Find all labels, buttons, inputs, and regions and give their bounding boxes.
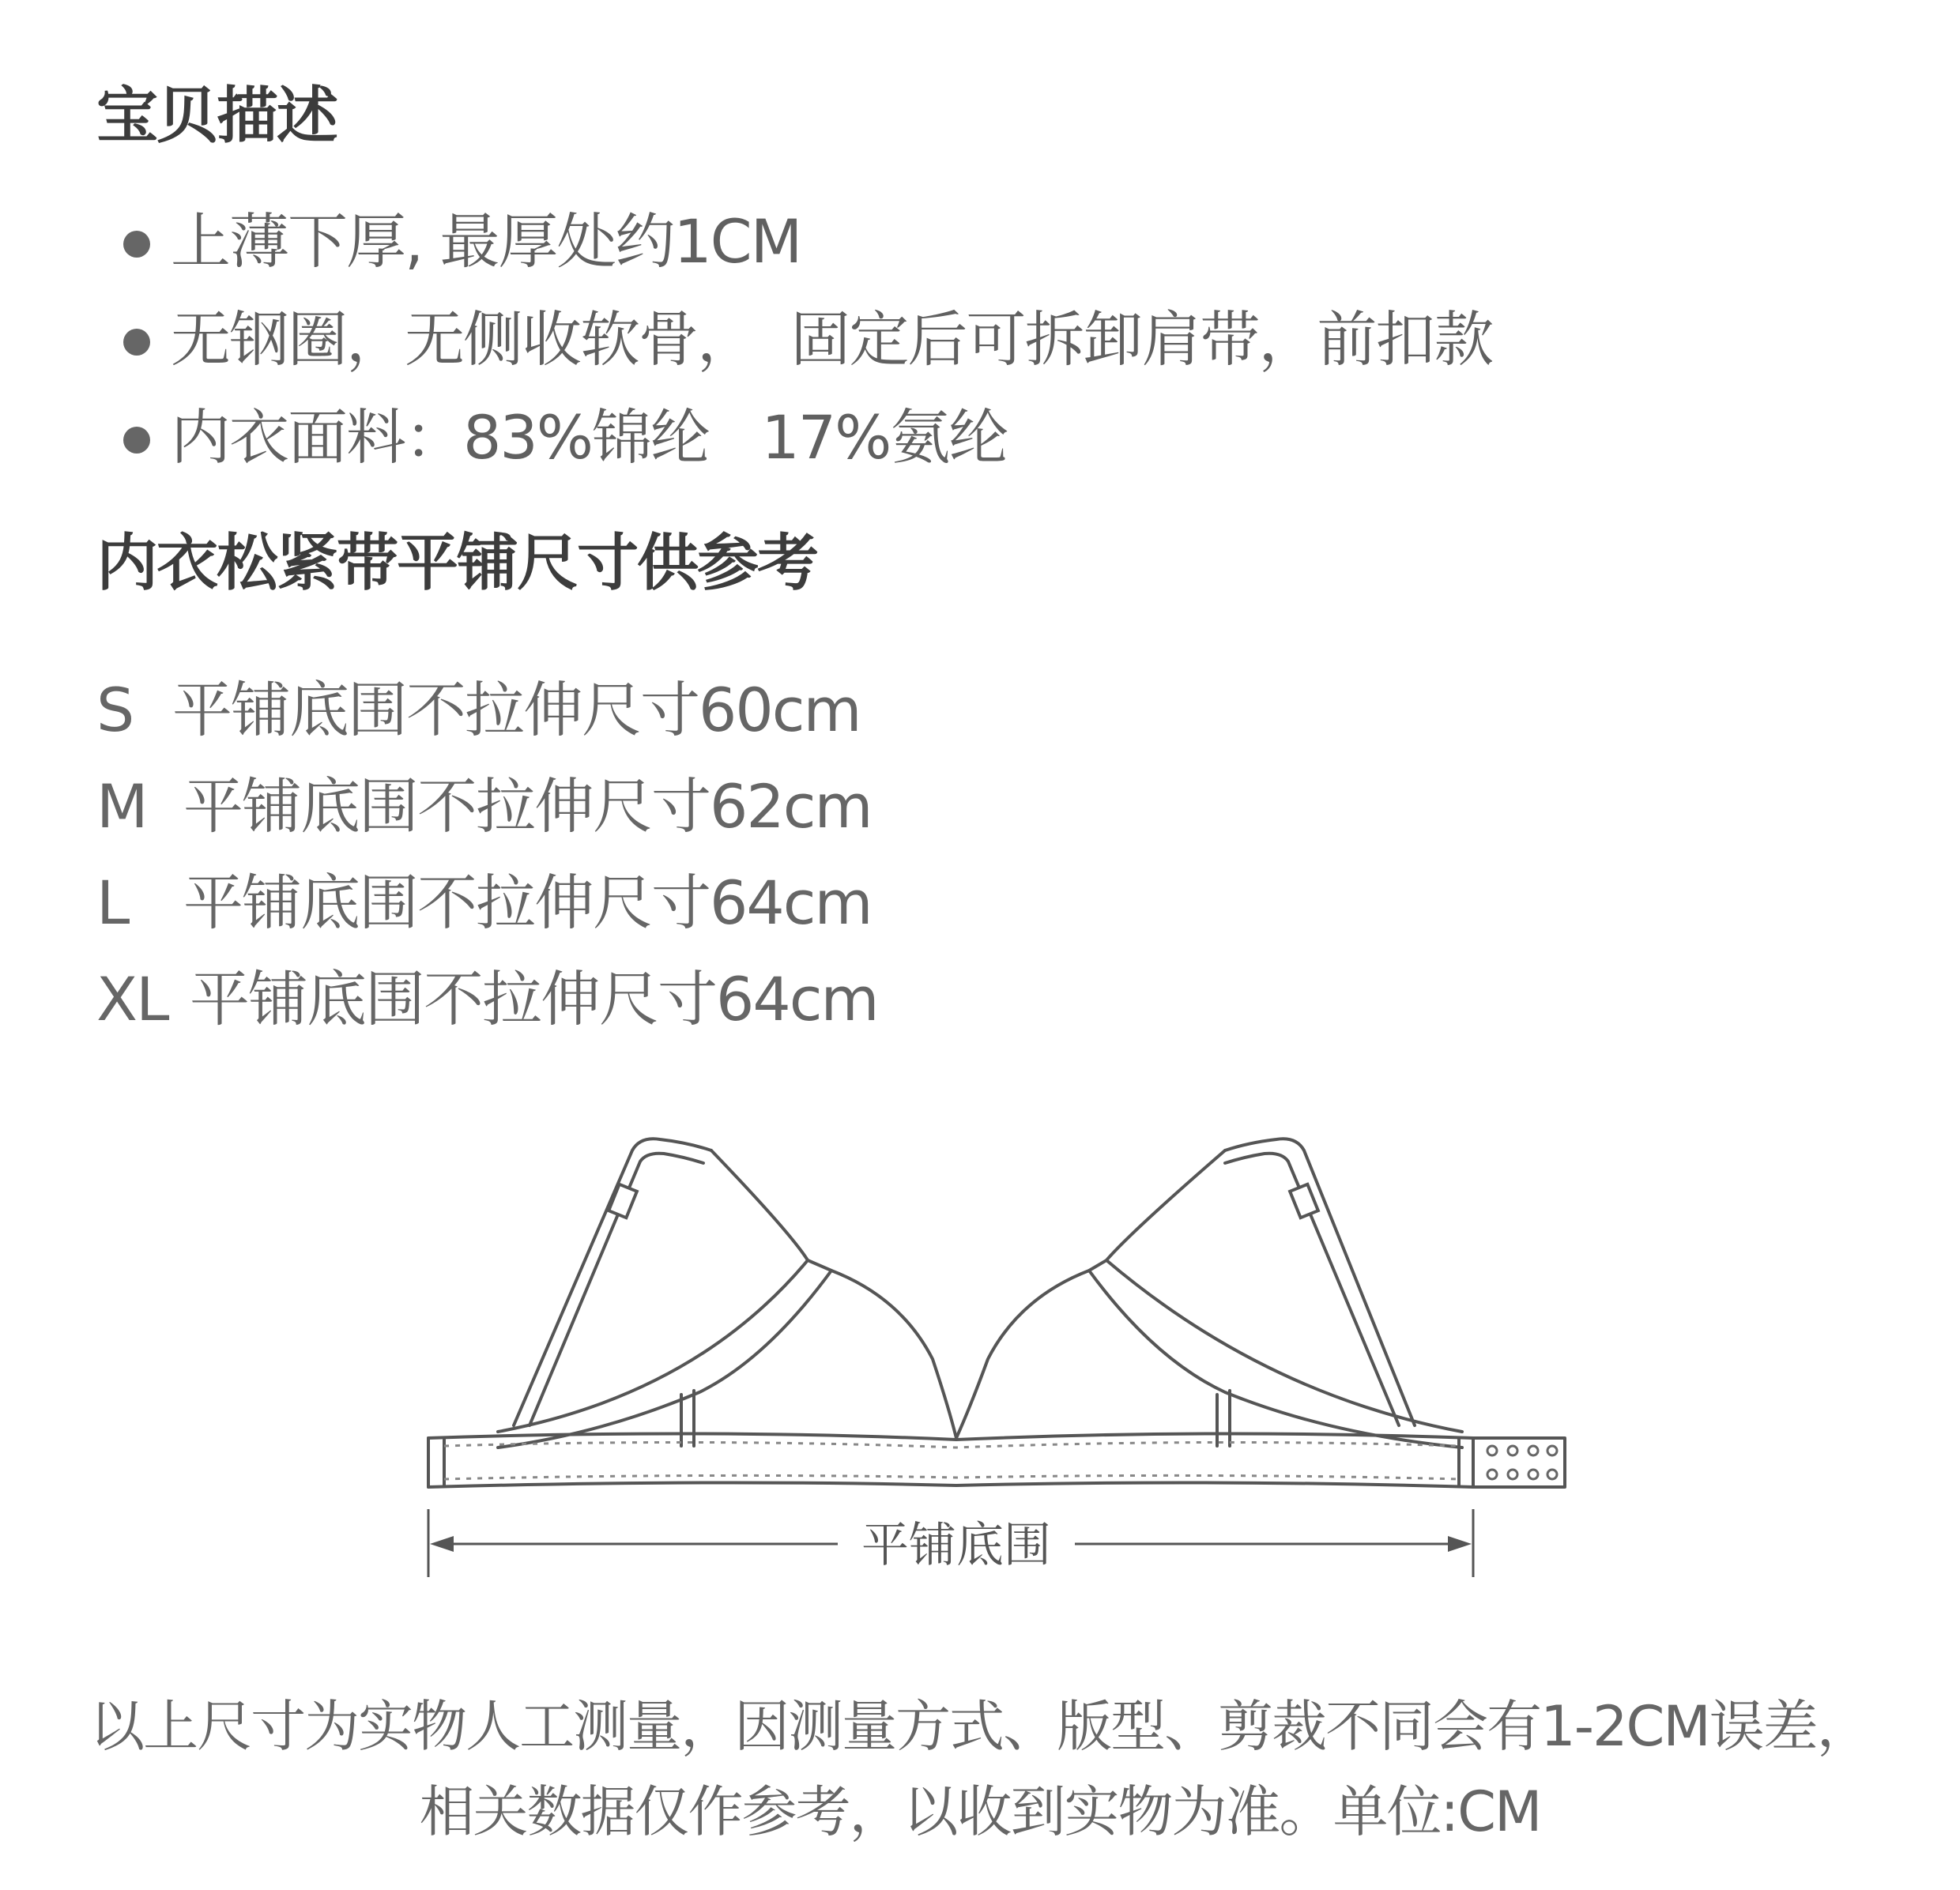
- size-list: [96, 662, 878, 1048]
- note-line: 以上尺寸为实物人工测量，因测量方式、版型、剪裁不同会有1-2CM误差，: [89, 1694, 1871, 1759]
- description-item-text: 上薄下厚, 最厚处约1CM: [171, 206, 801, 277]
- list-item: [119, 291, 1492, 389]
- size-row: [96, 855, 878, 951]
- measure-label: 平铺底围: [861, 1518, 1051, 1573]
- size-code: L: [96, 868, 129, 938]
- bra-outline-icon: [428, 1139, 1565, 1487]
- size-title: 内衣松紧带平铺尺寸供参考: [96, 528, 818, 599]
- description-title: 宝贝描述: [96, 81, 337, 152]
- description-item-text: 内衣面料：83%锦纶 17%氨纶: [171, 402, 1008, 472]
- band-stitching: [444, 1475, 1459, 1479]
- bullet-icon: [123, 427, 150, 454]
- size-row: [96, 662, 878, 759]
- description-list: [119, 193, 1492, 487]
- arrow-right-icon: [1448, 1536, 1472, 1552]
- note-line: 相关数据仅作参考，以收到实物为准。单位:CM: [419, 1779, 1541, 1844]
- description-item-text: 无钢圈，无侧收软骨， 固定后可拆卸肩带，前扣款: [171, 304, 1493, 375]
- size-code: M: [96, 771, 147, 841]
- bullet-icon: [123, 231, 150, 258]
- bra-measurement-diagram: [395, 1122, 1612, 1612]
- size-code: XL: [96, 964, 168, 1034]
- size-text: 平铺底围不拉伸尺寸64cm: [183, 868, 872, 938]
- list-item: [119, 389, 1492, 487]
- band-stitching: [444, 1442, 1459, 1448]
- size-text: 平铺底围不拉伸尺寸60cm: [172, 675, 861, 745]
- size-row: [96, 759, 878, 855]
- hook-eyes-icon: [1487, 1446, 1557, 1479]
- bullet-icon: [123, 329, 150, 356]
- list-item: [119, 193, 1492, 291]
- size-row: [96, 951, 878, 1048]
- size-text: 平铺底围不拉伸尺寸64cm: [190, 964, 878, 1034]
- strap-slider-icon: [609, 1184, 1318, 1218]
- size-code: S: [96, 675, 134, 745]
- size-text: 平铺底围不拉伸尺寸62cm: [183, 771, 872, 841]
- arrow-left-icon: [430, 1536, 454, 1552]
